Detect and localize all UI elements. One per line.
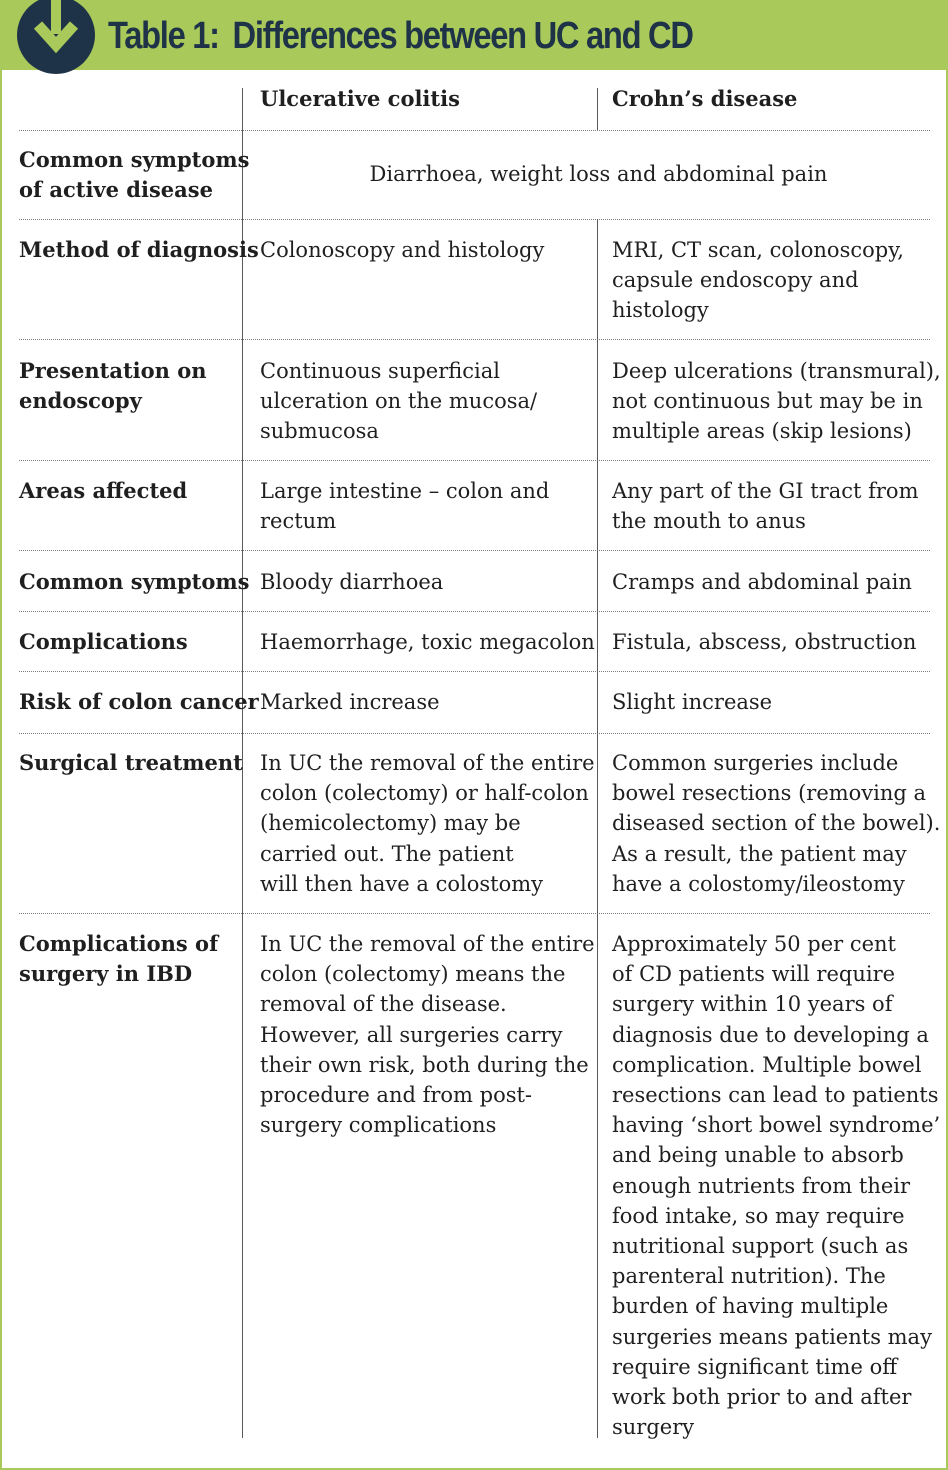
cell-uc: Bloody diarrhoea [260,570,444,594]
cell-uc: In UC the removal of the entire [260,751,595,775]
cell-cd: nutritional support (such as [612,1234,909,1258]
cell-cd: complication. Multiple bowel [612,1052,922,1077]
cell-uc: submucosa [260,419,379,444]
cell-uc: their own risk, both during the [260,1052,589,1077]
table-title [108,10,693,62]
row-separator [19,671,930,672]
chevron-down-icon [16,0,96,80]
title-bar [0,0,948,70]
cell-cd: Fistula, abscess, obstruction [612,630,917,654]
cell-cd: Common surgeries include [612,751,899,775]
cell-cd: Deep ulcerations (transmural), [612,359,941,383]
cell-cd: Cramps and abdominal pain [612,570,912,594]
cell-cd: diseased section of the bowel). [612,811,941,836]
cell-uc: procedure and from post- [260,1083,533,1107]
cell-uc: colon (colectomy) means the [260,962,566,987]
column-divider-header [597,88,598,130]
cell-uc: However, all surgeries carry [260,1022,563,1047]
cell-cd: multiple areas (skip lesions) [612,419,912,444]
cell-cd: the mouth to anus [612,509,806,534]
cell-uc: In UC the removal of the entire [260,932,595,956]
cell-cd: surgery within 10 years of [612,992,893,1017]
row-label: Risk of colon cancer [19,689,259,714]
cell-uc: surgery complications [260,1113,497,1138]
cell-cd: resections can lead to patients [612,1083,939,1107]
row-label: Common symptoms [19,147,250,172]
row-separator [19,550,930,551]
cell-cd: have a colostomy/ileostomy [612,871,905,896]
row-label: endoscopy [19,388,142,414]
row-label: Surgical treatment [19,750,243,775]
row-label: Presentation on [19,358,207,383]
cell-uc: colon (colectomy) or half-colon [260,781,589,806]
cell-cd: histology [612,298,709,323]
merged-cell: Diarrhoea, weight loss and abdominal pain [369,162,828,186]
row-label: surgery in IBD [19,961,193,987]
column-header-cd: Crohn’s disease [612,86,798,111]
cell-cd: bowel resections (removing a [612,781,927,806]
cell-uc: (hemicolectomy) may be [260,811,521,836]
cell-uc: Large intestine – colon and [260,479,550,503]
column-header-uc: Ulcerative colitis [260,86,460,111]
cell-uc: rectum [260,509,337,534]
cell-cd: Any part of the GI tract from [612,479,919,503]
cell-cd: Slight increase [612,690,773,714]
row-label: Method of diagnosis [19,237,259,262]
table-title-text: Differences between UC and CD [232,15,693,57]
cell-cd: surgeries means patients may [612,1324,932,1349]
row-separator [19,733,930,734]
row-separator [19,130,930,131]
row-label: Complications of [19,931,219,956]
cell-uc: Marked increase [260,690,440,714]
cell-cd: diagnosis due to developing a [612,1022,929,1047]
row-label: Complications [19,629,188,654]
cell-cd: require significant time off [612,1354,898,1379]
cell-uc: will then have a colostomy [260,871,543,896]
row-separator [19,339,930,340]
cell-uc: Colonoscopy and histology [260,238,545,262]
cell-uc: Haemorrhage, toxic megacolon [260,630,595,654]
cell-cd: parenteral nutrition). The [612,1264,886,1289]
cell-uc: removal of the disease. [260,992,507,1017]
cell-cd: work both prior to and after [612,1385,912,1409]
cell-cd: food intake, so may require [612,1203,905,1228]
row-separator [19,219,930,220]
row-label: of active disease [19,177,213,203]
row-label: Areas affected [19,478,188,503]
cell-uc: ulceration on the mucosa/ [260,389,538,414]
column-divider-body [597,219,598,1438]
cell-cd: capsule endoscopy and [612,268,859,293]
cell-cd: having ‘short bowel syndrome’ [612,1113,941,1138]
row-label: Common symptoms [19,569,250,594]
cell-cd: enough nutrients from their [612,1173,911,1198]
cell-cd: and being unable to absorb [612,1143,904,1168]
cell-cd: MRI, CT scan, colonoscopy, [612,238,904,262]
cell-cd: As a result, the patient may [612,841,907,866]
row-separator [19,460,930,461]
cell-cd: burden of having multiple [612,1294,889,1319]
cell-cd: Approximately 50 per cent [612,932,896,956]
cell-uc: carried out. The patient [260,841,514,866]
cell-cd: not continuous but may be in [612,389,923,414]
row-separator [19,913,930,914]
row-separator [19,611,930,612]
cell-uc: Continuous superficial [260,359,500,383]
cell-cd: of CD patients will require [612,962,896,987]
table-number: Table 1: [108,15,219,57]
cell-cd: surgery [612,1415,695,1440]
